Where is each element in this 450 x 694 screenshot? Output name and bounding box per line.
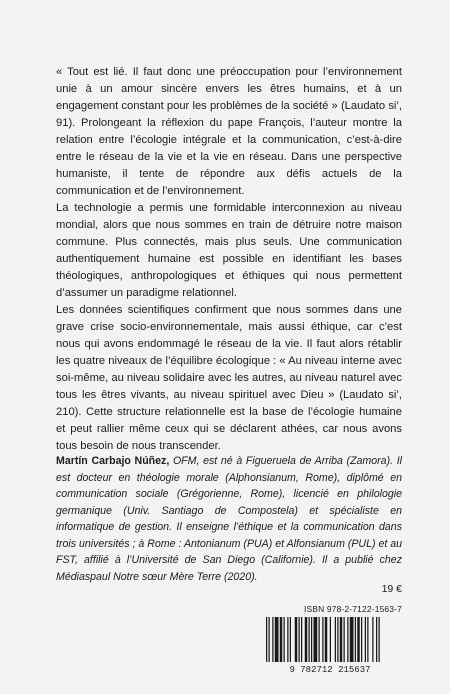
barcode	[258, 617, 402, 674]
isbn-label: ISBN 978-2-7122-1563-7	[304, 604, 402, 614]
barcode-bar	[335, 617, 336, 662]
barcode-bar	[325, 617, 328, 662]
barcode-bar	[357, 617, 360, 662]
barcode-bar	[301, 617, 302, 662]
barcode-bar	[330, 617, 331, 662]
barcode-bar	[284, 617, 285, 662]
blurb-paragraph-1: « Tout est lié. Il faut donc une préoccupation pour l’environnement unie à un amour sincère envers les êtres humains, et à un engagement constant pour les problèmes de la société » (Laudato si’, 91). Prolongeant la réflexion du pape François, l’auteur montre la relation entre l’écologie intégrale et la communication, c’est-à-dire entre le réseau de la vie et la vie en réseau. Dans une perspective humaniste, il tente de répondre aux défis actuels de la communication et de l’environnement.	[56, 66, 402, 197]
barcode-bar	[280, 617, 283, 662]
barcode-bar	[290, 617, 291, 662]
barcode-bar	[344, 617, 345, 662]
barcode-bar	[311, 617, 312, 662]
barcode-bar	[361, 617, 362, 662]
blurb-paragraph-2: La technologie a permis une formidable interconnexion au niveau mondial, alors que nous sommes en train de détruire notre maison commune. Plus connectés, mais plus seuls. Une communication authentiquement humaine est possible en identifiant les bases théologiques, anthropologiques et éthiques qui nous permettent d’assumer un paradigme relationnel.	[56, 202, 402, 299]
barcode-bar	[266, 617, 267, 662]
barcode-bar	[365, 617, 366, 662]
barcode-bar	[314, 617, 318, 662]
barcode-bars	[266, 617, 380, 662]
barcode-bar	[379, 617, 380, 662]
barcode-bar	[376, 617, 377, 662]
blurb-paragraph-3: Les données scientifiques confirment que nous sommes dans une grave crise socio-environnementale, mais aussi éthique, car c’est nous qui avons endommagé le réseau de la vie. Il faut alors rétablir les quatre niveaux de l’équilibre écologique : « Au niveau interne avec soi-même, au niveau solidaire avec les autres, au niveau naturel avec tous les êtres vivants, au niveau spirituel avec Dieu » (Laudato si’, 210). Cette structure relationnelle est la base de l’écologie humaine et peut rallier même ceux qui se déclarent athées, car nous avons tous besoin de nous transcender.	[56, 304, 402, 452]
barcode-bar	[337, 617, 338, 662]
barcode-bar	[275, 617, 279, 662]
barcode-digits: 9 782712 215637	[289, 665, 371, 674]
barcode-bar	[287, 617, 288, 662]
author-name: Martín Carbajo Núñez,	[56, 455, 170, 467]
barcode-bar	[295, 617, 298, 662]
barcode-bar	[347, 617, 348, 662]
barcode-bar	[269, 617, 270, 662]
author-bio	[56, 453, 402, 585]
author-bio-text: OFM, est né à Figueruela de Arriba (Zamora). Il est docteur en théologie morale (Alphonsianum, Rome), diplômé en communication sociale (Grégorienne, Rome), licencié en philologie germanique (Univ. Santiago de Compostela) et spécialiste en informatique de gestion. Il enseigne l’éthique et la communication dans trois universités ; à Rome : Antonianum (PUA) et Alfonsianum (PUL) et au FST, affilié à l’Université de San Diego (Californie). Il a publié chez Médiaspaul Notre sœur Mère Terre (2020).	[56, 455, 403, 583]
barcode-bar	[340, 617, 343, 662]
barcode-bar	[309, 617, 310, 662]
barcode-bar	[299, 617, 300, 662]
barcode-bar	[372, 617, 373, 662]
barcode-bar	[367, 617, 368, 662]
barcode-bar	[355, 617, 356, 662]
barcode-bar	[319, 617, 320, 662]
barcode-bar	[272, 617, 273, 662]
blurb	[56, 64, 402, 455]
barcode-bar	[305, 617, 308, 662]
barcode-bar	[350, 617, 354, 662]
barcode-bar	[322, 617, 323, 662]
price-label: 19 €	[381, 583, 402, 595]
